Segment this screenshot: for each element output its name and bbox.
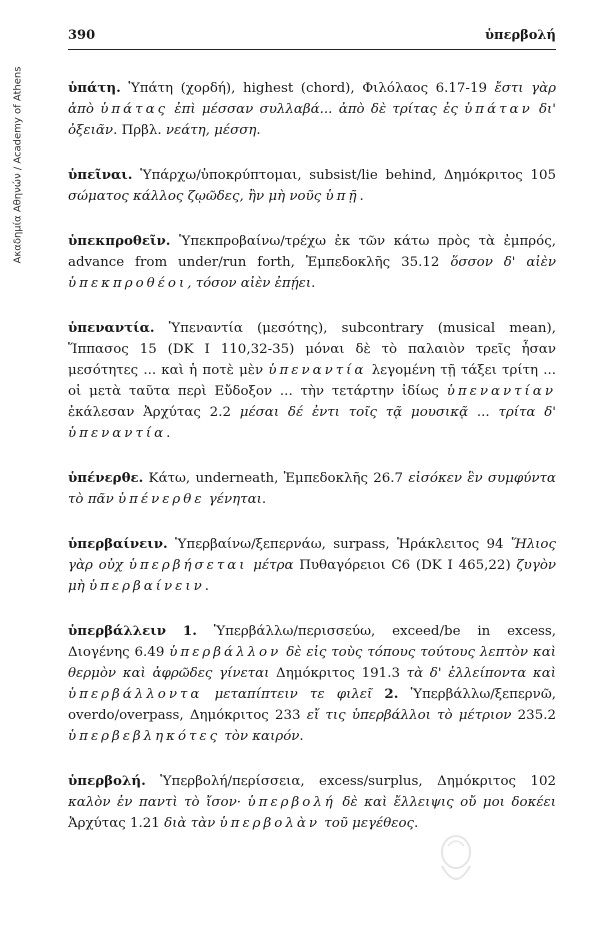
entry-quotation: σώματος κάλλος ζῳῶδες, ἢν μὴ νοῦς bbox=[68, 189, 326, 204]
entry-text: Ὑπεκπροβαίνω/τρέχω ἐκ τῶν κάτω πρὸς τὰ ἐμπρός, advance from under/run forth, Ἐμπεδοκλῆς 35.12 bbox=[68, 234, 556, 270]
entry-text: . bbox=[204, 579, 209, 594]
running-title: ὑπερβολή bbox=[485, 28, 556, 43]
entry-text: Πυθαγόρειοι C6 (DK I 465,22) bbox=[293, 558, 517, 573]
entry-quotation: δὲ εἰς τοὺς τόπους τούτους λεπτὸν καὶ θερμὸν καὶ ἀφρῶδες γίνεται bbox=[68, 645, 556, 681]
emphasized-term: ὑπερβολή bbox=[247, 795, 336, 810]
entry-quotation: Ἥλιος γὰρ οὐχ bbox=[68, 537, 556, 573]
emphasized-term: ὑπεκπροθέοι bbox=[68, 276, 188, 291]
entry-text: . Πρβλ. bbox=[113, 123, 166, 138]
entry-quotation: τὸν καιρόν bbox=[220, 729, 300, 744]
entry-headword: ὑπεκπροθεῖν. bbox=[68, 233, 171, 249]
emphasized-term: ὑπάταν bbox=[464, 102, 533, 117]
entry-quotation: ζυγὸν μὴ bbox=[68, 558, 557, 594]
sense-number: 2. bbox=[384, 686, 399, 702]
entry-text: . bbox=[311, 276, 316, 291]
entry-quotation: γένηται bbox=[204, 492, 262, 507]
entry-headword: ὑπένερθε. bbox=[68, 470, 144, 486]
entry-quotation: δὲ καὶ ἔλλειψις οὔ μοι δοκέει bbox=[335, 795, 556, 810]
entry-text: Ὑπερβαίνω/ξεπερνάω, surpass, Ἡράκλειτος 94 bbox=[167, 537, 511, 552]
emphasized-term: ὑπερβαίνειν bbox=[88, 579, 205, 594]
dictionary-entry bbox=[68, 468, 556, 510]
entry-headword: ὑπερβολή. bbox=[68, 773, 146, 789]
entry-text: Ὑπερβάλλω/περισσεύω, exceed/be in excess, Διογένης 6.49 bbox=[68, 624, 556, 660]
dictionary-page bbox=[68, 28, 556, 834]
page-header bbox=[68, 28, 556, 50]
entry-quotation: μέτρα bbox=[247, 558, 294, 573]
entry-text bbox=[166, 624, 183, 639]
emphasized-term: ὑπάτας bbox=[100, 102, 169, 117]
entry-text: Κάτω, underneath, Ἐμπεδοκλῆς 26.7 bbox=[143, 471, 409, 486]
academy-seal-watermark bbox=[430, 832, 482, 894]
entry-quotation: διὰ τὰν bbox=[164, 816, 220, 831]
emphasized-term: ὑπεναντία bbox=[68, 426, 167, 441]
entry-quotation: ὅσσον δ' αἰὲν bbox=[450, 255, 557, 270]
entry-headword: ὑπερβάλλειν bbox=[68, 623, 167, 639]
entry-quotation: νεάτη, μέσση bbox=[165, 123, 257, 138]
dictionary-entry bbox=[68, 621, 556, 747]
entry-quotation: δι' ὀξειᾶν bbox=[68, 102, 556, 138]
entry-quotation: ἔστι γὰρ ἀπὸ bbox=[68, 81, 556, 117]
entry-text: 235.2 bbox=[511, 708, 556, 723]
entry-text: . bbox=[299, 729, 304, 744]
entry-text bbox=[372, 687, 384, 702]
entry-quotation: μεταπίπτειν τε φιλεῖ bbox=[202, 687, 373, 702]
entry-text: . bbox=[261, 492, 267, 507]
dictionary-entry bbox=[68, 78, 556, 141]
emphasized-term: ὑπεναντία bbox=[268, 363, 367, 378]
dictionary-entry bbox=[68, 771, 556, 834]
entry-text: Ὑπεναντία (μεσότης), subcontrary (musical mean), Ἵππασος 15 (DK I 110,32-35) μόναι δὲ τὸ παλαιὸν τρεῖς ἦσαν μεσότητες ... καὶ ἡ ποτὲ μὲν bbox=[68, 321, 556, 378]
emphasized-term: ὑπεναντίαν bbox=[446, 384, 556, 399]
entry-text: Δημόκριτος 191.3 bbox=[269, 666, 407, 681]
entry-quotation: , τόσον αἰὲν ἐπῄει bbox=[187, 276, 312, 291]
entry-text: ἐκάλεσαν Ἀρχύτας 2.2 bbox=[68, 405, 240, 420]
entry-headword: ὑπεναντία. bbox=[68, 320, 155, 336]
entry-text: Ὑπάτη (χορδή), highest (chord), Φιλόλαος 6.17-19 bbox=[120, 81, 495, 96]
entry-headword: ὑπεῖναι. bbox=[68, 167, 133, 183]
side-watermark bbox=[8, 40, 28, 290]
emphasized-term: ὑπερβάλλον bbox=[169, 645, 282, 660]
emphasized-term: ὑπερβάλλοντα bbox=[68, 687, 203, 702]
entry-text: . bbox=[359, 189, 364, 204]
sense-number: 1. bbox=[182, 623, 197, 639]
entry-text: Ὑπάρχω/ὑποκρύπτομαι, subsist/lie behind, Δημόκριτος 105 bbox=[132, 168, 556, 183]
watermark-text: Ακαδημία Αθηνών / Academy of Athens bbox=[12, 66, 24, 264]
entries-list bbox=[68, 78, 556, 834]
emphasized-term: ὑπερβεβληκότες bbox=[68, 729, 221, 744]
entry-text: . bbox=[166, 426, 171, 441]
entry-quotation: εἴ τις ὑπερβάλλοι τὸ μέτριον bbox=[306, 708, 512, 723]
dictionary-entry bbox=[68, 318, 556, 444]
entry-quotation: τοῦ μεγέθεος bbox=[320, 816, 415, 831]
dictionary-entry bbox=[68, 231, 556, 294]
emphasized-term: ὑπένερθε bbox=[117, 492, 205, 507]
entry-text: Ἀρχύτας 1.21 bbox=[68, 816, 165, 831]
emphasized-term: ὑπῇ bbox=[325, 189, 360, 204]
dictionary-entry bbox=[68, 534, 556, 597]
emphasized-term: ὑπερβολὰν bbox=[219, 816, 321, 831]
entry-text: Ὑπερβάλλω/ξεπερνῶ, overdo/overpass, Δημόκριτος 233 bbox=[68, 687, 556, 723]
entry-quotation: ἐπὶ μέσσαν συλλαβά... ἀπὸ δὲ τρίτας ἐς bbox=[168, 102, 465, 117]
entry-quotation: τὰ δ' ἐλλείποντα καὶ bbox=[406, 666, 556, 681]
entry-headword: ὑπάτη. bbox=[68, 80, 121, 96]
entry-text: . bbox=[414, 816, 419, 831]
entry-quotation: καλὸν ἐν παντὶ τὸ ἴσον· bbox=[68, 795, 248, 810]
entry-text: λεγομένη τῇ τάξει τρίτη ... οἱ μετὰ ταῦτα περὶ Εὔδοξον ... τὴν τετάρτην ἰδίως bbox=[68, 363, 556, 399]
entry-quotation: μέσαι δέ ἐντι τοῖς τᾷ μουσικᾷ ... τρίτα δ' bbox=[239, 405, 556, 420]
dictionary-entry bbox=[68, 165, 556, 207]
page-number: 390 bbox=[68, 28, 96, 43]
entry-quotation: εἰσόκεν ἓν συμφύντα τὸ πᾶν bbox=[68, 471, 556, 507]
entry-headword: ὑπερβαίνειν. bbox=[68, 536, 168, 552]
entry-text: . bbox=[256, 123, 261, 138]
emphasized-term: ὑπερβήσεται bbox=[128, 558, 248, 573]
entry-text: Ὑπερβολή/περίσσεια, excess/surplus, Δημόκριτος 102 bbox=[145, 774, 556, 789]
